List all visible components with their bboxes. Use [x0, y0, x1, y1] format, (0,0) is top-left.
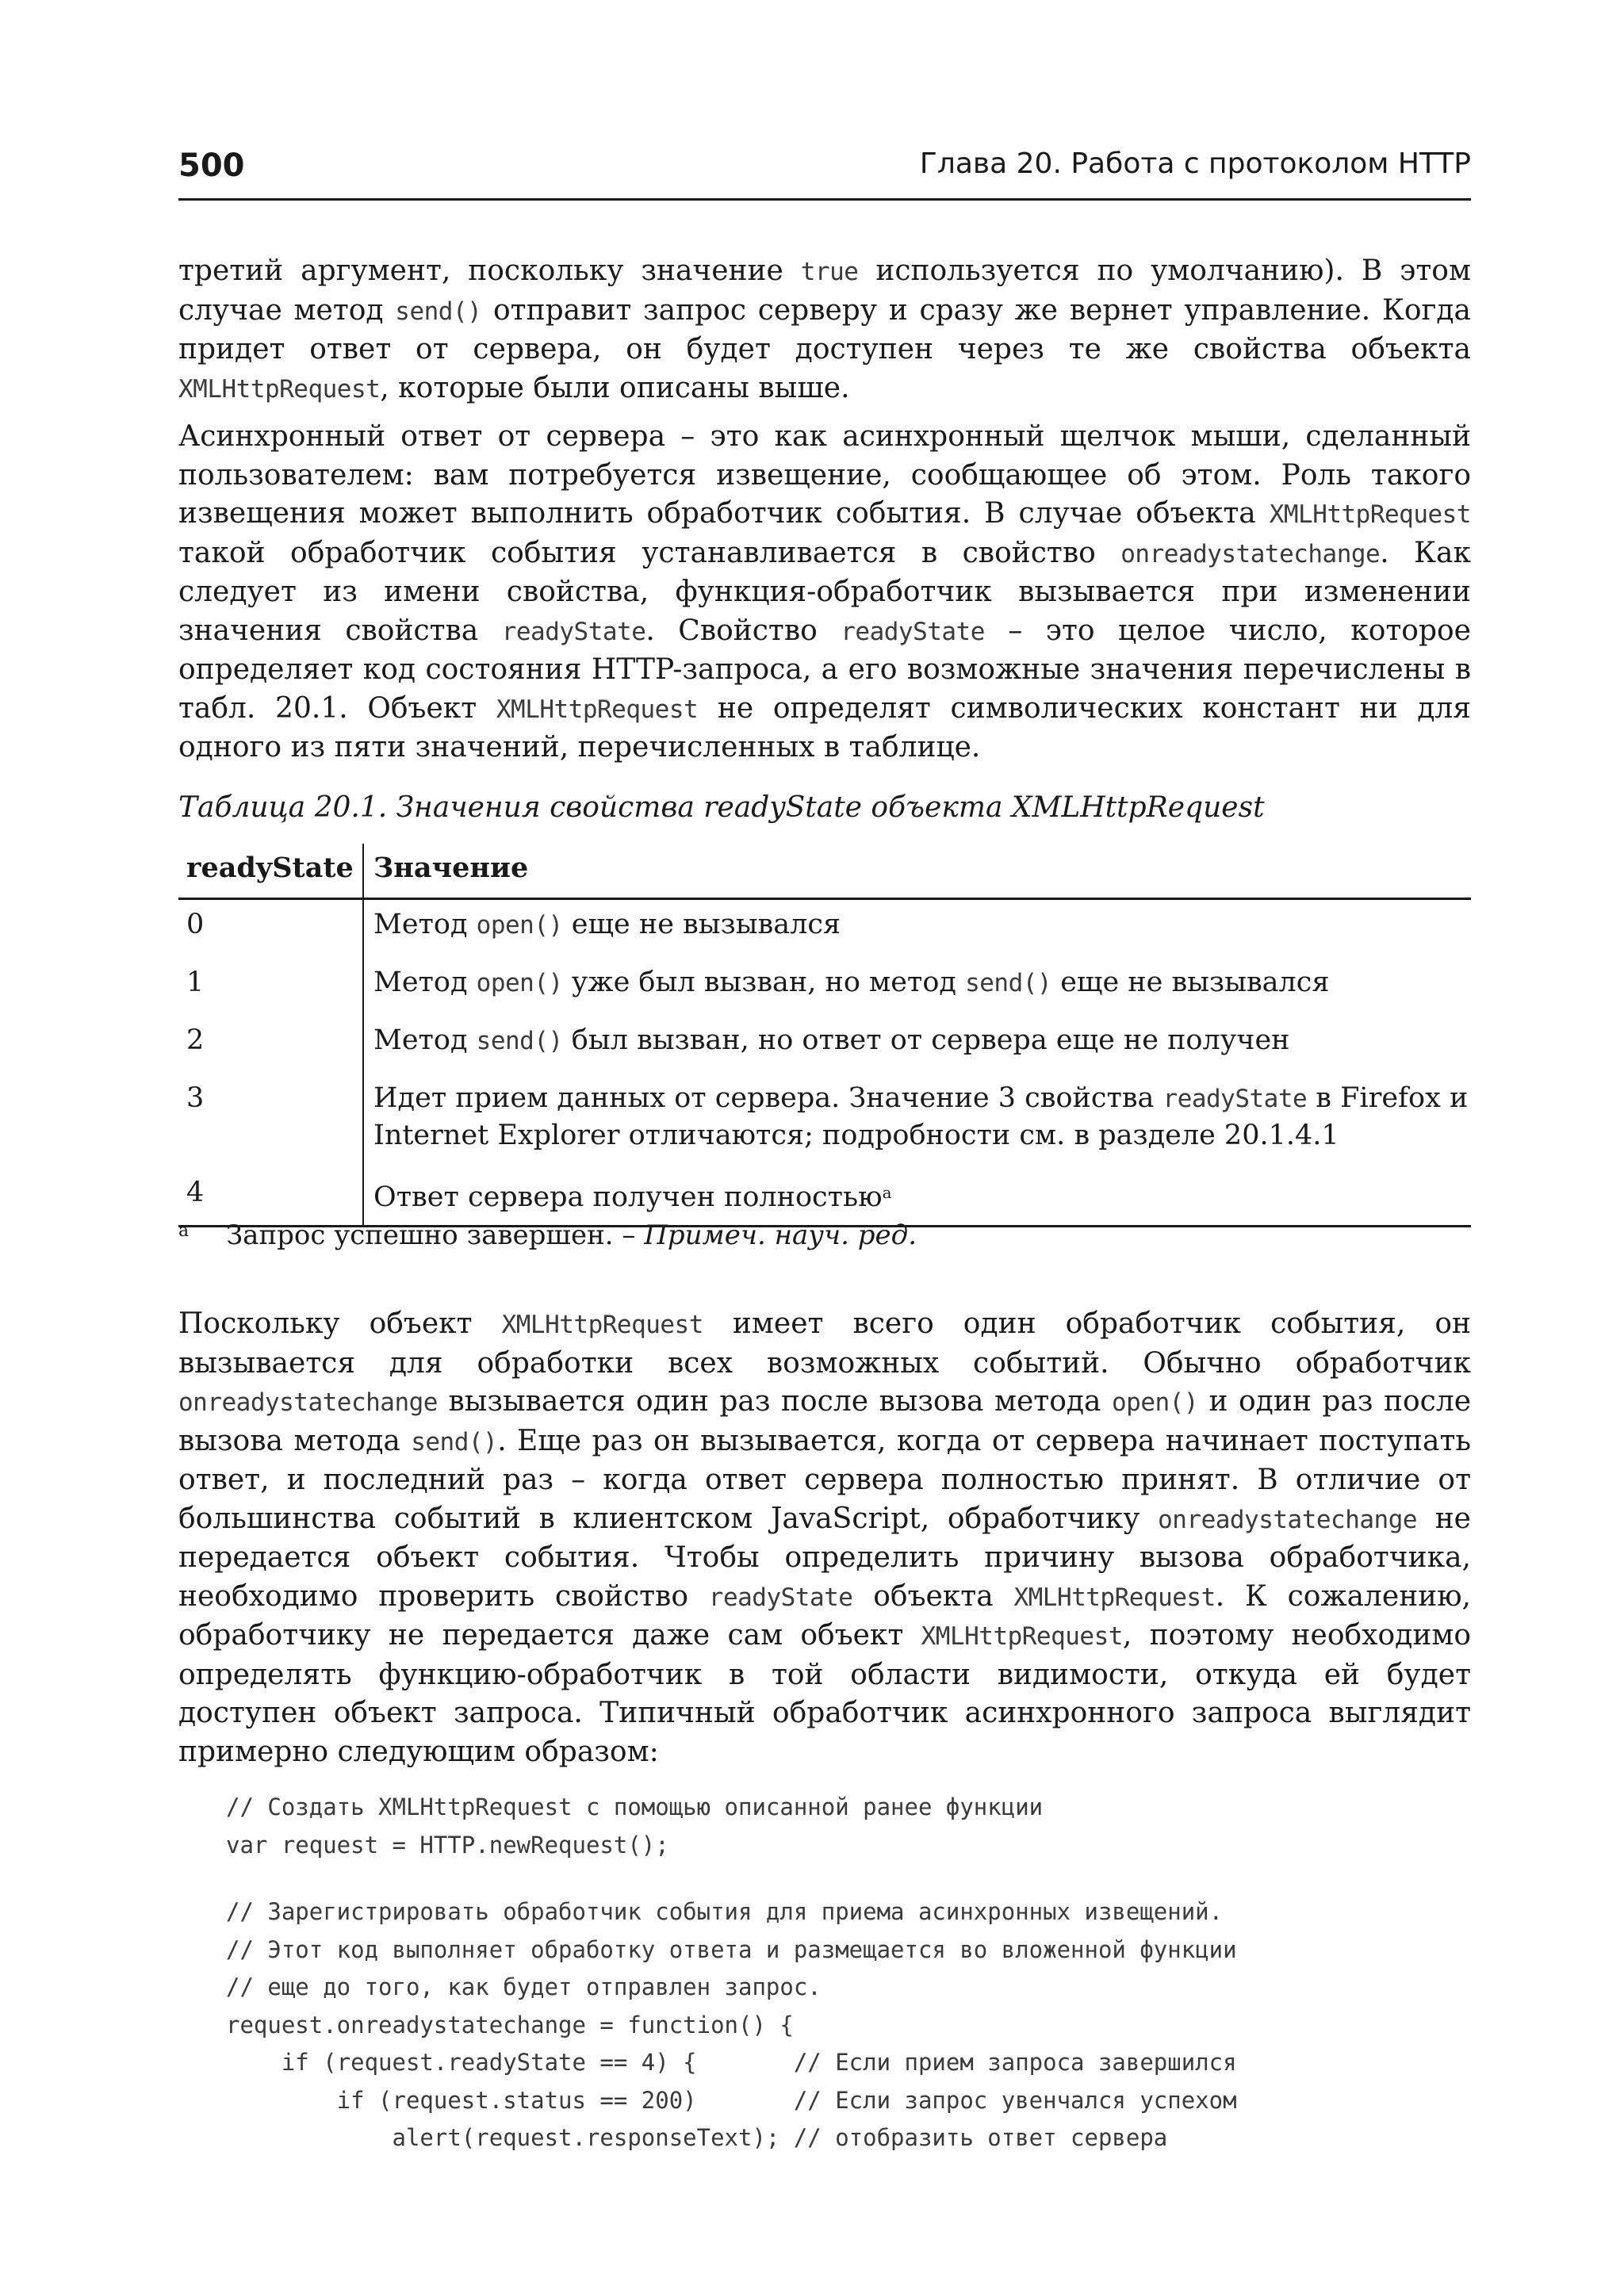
description-cell: Метод send() был вызван, но ответ от сервера еще не получен: [373, 1024, 1290, 1056]
state-cell: 1: [178, 958, 363, 1016]
readystate-table: [178, 844, 1471, 1227]
table-row: [178, 1016, 1471, 1074]
column-header-value: Значение: [363, 844, 1471, 899]
state-cell: 2: [178, 1016, 363, 1074]
table-row: [178, 1074, 1471, 1168]
state-cell: 3: [178, 1074, 363, 1168]
table-header-row: [178, 844, 1471, 899]
paragraph-3: Поскольку объект XMLHttpRequest имеет всего один обработчик события, он вызывается для обработки всех возможных событий. Обычно обработчик onreadystatechange вызывается один раз после вызова метода open() и один раз после вызова метода send(). Еще раз он вызывается, когда от сервера начинает поступать ответ, и последний раз – когда ответ сервера полностью принят. В отличие от большинства событий в клиентском JavaScript, обработчику onreadystatechange не передается объект события. Чтобы определить причину вызова обработчика, необходимо проверить свойство readyState объекта XMLHttpRequest. К сожалению, обработчику не передается даже сам объект XMLHttpRequest, поэтому необходимо определять функцию-обработчик в той области видимости, откуда ей будет доступен объект запроса. Типичный обработчик асинхронного запроса выглядит примерно следующим образом:: [178, 1307, 1472, 1768]
state-cell: 4: [178, 1168, 363, 1227]
page-header: [178, 147, 1471, 192]
paragraph-2: Асинхронный ответ от сервера – это как асинхронный щелчок мыши, сделанный пользователем: вам потребуется извещение, сообщающее об этом. Роль такого извещения может выполнить обработчик события. В случае объекта XMLHttpRequest такой обработчик события устанавливается в свойство onreadystatechange. Как следует из имени свойства, функция-обработчик вызывается при изменении значения свойства readyState. Свойство readyState – это целое число, которое определяет код состояния HTTP-запроса, а его возможные значения перечислены в табл. 20.1. Объект XMLHttpRequest не определят символических констант ни для одного из пяти значений, перечисленных в таблице.: [178, 420, 1472, 764]
description-cell: Метод open() уже был вызван, но метод send() еще не вызывался: [373, 967, 1330, 998]
table-row: [178, 899, 1471, 959]
footnote-mark: a: [178, 1221, 190, 1241]
table-footnote: a Запрос успешно завершен. – Примеч. науч. ред.: [178, 1219, 917, 1251]
table-caption: Таблица 20.1. Значения свойства readyState объекта XMLHttpRequest: [178, 791, 1265, 824]
page-number: 500: [178, 147, 245, 184]
column-header-readystate: readyState: [178, 844, 363, 899]
table-row: [178, 958, 1471, 1016]
code-listing-1: // Создать XMLHttpRequest с помощью описанной ранее функции var request = HTTP.newRequest();: [226, 1793, 1044, 1859]
state-cell: 0: [178, 899, 363, 959]
header-divider: [178, 198, 1471, 201]
table-row: [178, 1168, 1471, 1227]
description-cell: Метод open() еще не вызывался: [373, 909, 841, 940]
paragraph-1: третий аргумент, поскольку значение true используется по умолчанию). В этом случае метод send() отправит запрос серверу и сразу же вернет управление. Когда придет ответ от сервера, он будет доступен через те же свойства объекта XMLHttpRequest, которые были описаны выше.: [178, 255, 1471, 404]
description-cell: Ответ сервера получен полностью$^a$: [363, 1168, 1471, 1227]
chapter-title: Глава 20. Работа с протоколом HTTP: [919, 147, 1471, 180]
description-cell: Идет прием данных от сервера. Значение 3 свойства readyState в Firefox и Internet Explorer отличаются; подробности см. в разделе 20.1.4.1: [373, 1082, 1469, 1151]
code-listing-2: // Зарегистрировать обработчик события для приема асинхронных извещений. // Этот код выполняет обработку ответа и размещается во вложенной функции // еще до того, как будет отправлен запрос. request.onreadystatechange = function() { if (request.readyState == 4) { // Если прием запроса завершился if (request.status == 200) // Если запрос увенчался успехом alert(request.responseText); // отобразить ответ сервера: [226, 1898, 1237, 2151]
footnote-reference: a: [882, 1183, 892, 1202]
